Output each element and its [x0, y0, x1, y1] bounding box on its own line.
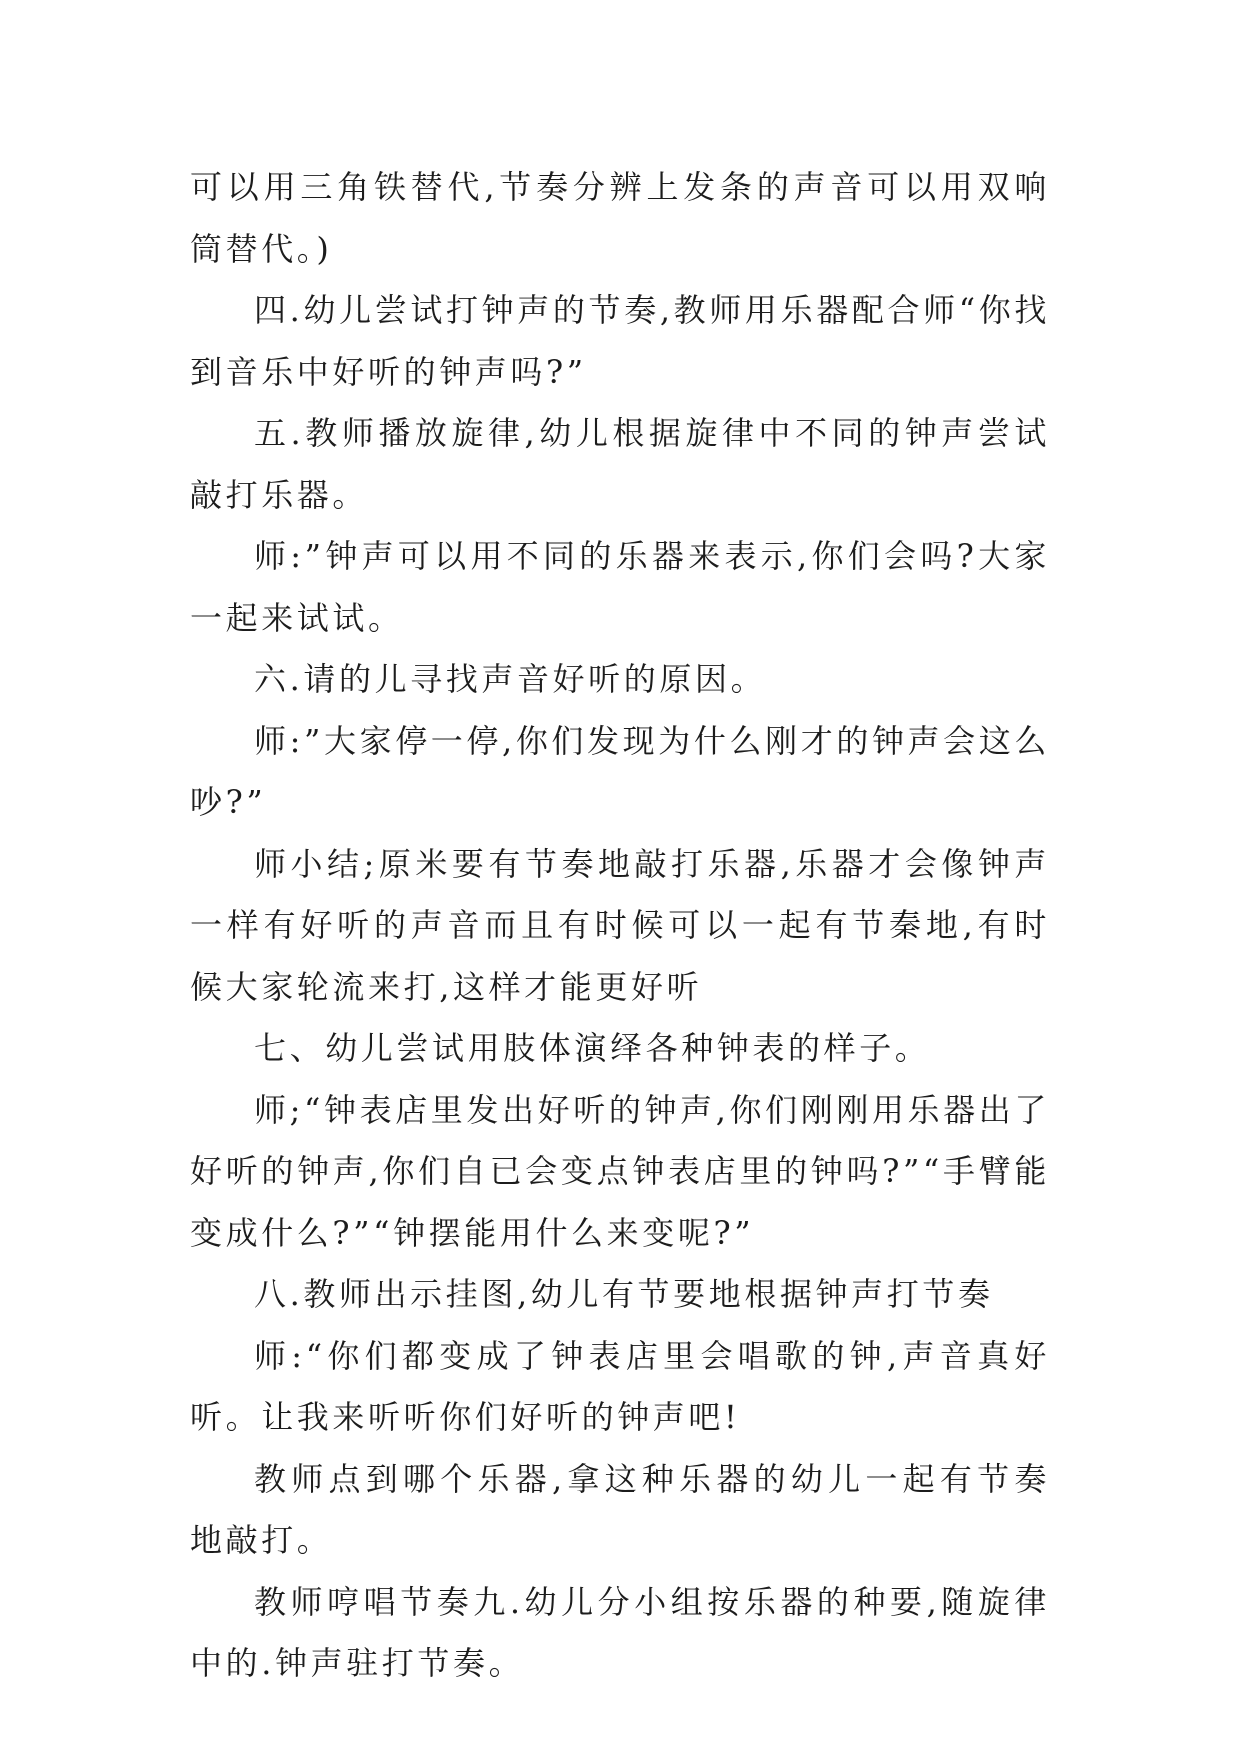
paragraph-12: 教师点到哪个乐器,拿这种乐器的幼儿一起有节奏地敲打。 — [190, 1459, 1050, 1559]
paragraph-11: 师:“你们都变成了钟表店里会唱歌的钟,声音真好听。让我来听听你们好听的钟声吧! — [190, 1336, 1050, 1436]
paragraph-2: 四.幼儿尝试打钟声的节奏,教师用乐器配合师“你找到音乐中好听的钟声吗?” — [190, 291, 1050, 391]
paragraph-10: 八.教师出示挂图,幼儿有节要地根据钟声打节奏 — [254, 1275, 994, 1313]
paragraph-6: 师:”大家停一停,你们发现为什么刚才的钟声会这么吵?” — [190, 721, 1050, 821]
paragraph-3: 五.教师播放旋律,幼儿根据旋律中不同的钟声尝试敲打乐器。 — [190, 414, 1050, 514]
paragraph-9: 师;“钟表店里发出好听的钟声,你们刚刚用乐器出了好听的钟声,你们自已会变点钟表店里的钟吗?”“手臂能变成什么?”“钟摆能用什么来变呢?” — [190, 1090, 1050, 1252]
paragraph-5: 六.请的儿寻找声音好听的原因。 — [254, 660, 767, 698]
paragraph-8: 七、幼儿尝试用肢体演绎各种钟表的样子。 — [254, 1029, 931, 1067]
paragraph-4: 师:”钟声可以用不同的乐器来表示,你们会吗?大家一起来试试。 — [190, 537, 1050, 637]
paragraph-1: 可以用三角铁替代,节奏分辨上发条的声音可以用双响筒替代。) — [190, 168, 1050, 268]
paragraph-13: 教师哼唱节奏九.幼儿分小组按乐器的种要,随旋律中的.钟声驻打节奏。 — [190, 1582, 1050, 1682]
document-body — [190, 157, 1050, 1695]
paragraph-7: 师小结;原米要有节奏地敲打乐器,乐器才会像钟声一样有好听的声音而且有时候可以一起有节秦地,有时候大家轮流来打,这样才能更好听 — [190, 844, 1050, 1006]
